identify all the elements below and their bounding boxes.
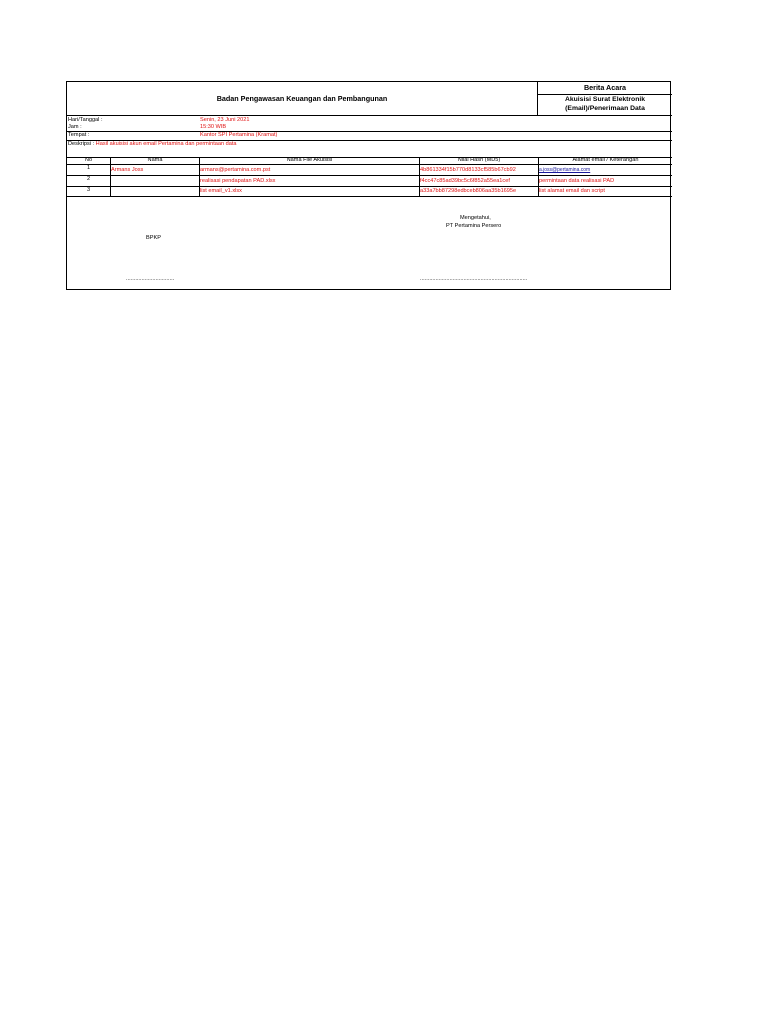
time-label: Jam : (68, 124, 82, 130)
table-row-file: realisasi pendapatan PAD.xlsx (200, 178, 276, 184)
email-link[interactable]: a.joss@pertamina.com (539, 167, 591, 173)
table-row-nama: Armans Joss (111, 167, 144, 173)
col-header-hash: Nilai Hash (MD5) (457, 157, 501, 163)
divider (67, 131, 672, 132)
description (68, 141, 237, 148)
place-label: Tempat : (68, 132, 90, 138)
table-row-keterangan: permintaan data realisasi PAD (539, 178, 615, 184)
table-row-no: 1 (86, 165, 91, 171)
divider (67, 175, 672, 176)
table-row-keterangan: list alamat email dan script (539, 188, 605, 194)
table-row-file: armans@pertamina.com.pst (200, 167, 271, 173)
doc-subtitle-line1: Akuisisi Surat Elektronik (564, 96, 646, 103)
date-label: Hari/Tanggal : (68, 117, 103, 123)
org-title: Badan Pengawasan Keuangan dan Pembangunan (67, 82, 538, 116)
col-header-keterangan: Alamat email / Keterangan (572, 157, 639, 163)
table-row-hash: a33a7bb87298edbceb806aa35b1695e (420, 188, 517, 194)
col-header-nama: Nama (147, 157, 163, 163)
table-row-file: list email_v1.xlsx (200, 188, 242, 194)
divider (67, 196, 672, 197)
divider (67, 186, 672, 187)
table-row-no: 3 (86, 187, 91, 193)
place-value: Kantor SPI Pertamina (Kramat) (200, 132, 278, 138)
desc-value: Hasil akuisisi akun email Pertamina dan permintaan data (95, 141, 237, 147)
ack-text: Mengetahui, (460, 215, 491, 221)
left-signature-line: ............................... (126, 276, 175, 282)
time-value: 15:30 WIB (200, 124, 227, 130)
col-header-no: No (84, 157, 93, 163)
left-org: BPKP (146, 235, 161, 241)
doc-title: Berita Acara (538, 82, 672, 95)
doc-subtitle (538, 95, 672, 116)
desc-label: Deskripsi : (68, 141, 95, 147)
date-value: Senin, 23 Juni 2021 (200, 117, 250, 123)
berita-acara-sheet (66, 81, 671, 290)
divider (67, 164, 672, 165)
right-signature-line: ..................................................................... (420, 276, 528, 282)
right-org: PT Pertamina Persero (446, 223, 502, 229)
col-header-file: Nama File Akuisisi (286, 157, 333, 163)
table-row-no: 2 (86, 176, 91, 182)
table-row-hash: f4cc47c85ad39bc5c6f852a55ea1cef (420, 178, 510, 184)
doc-subtitle-line2: (Email)/Penerimaan Data (565, 104, 645, 112)
table-row-hash: 4b861334f15b770d8133cf585b67cb92 (420, 167, 516, 173)
